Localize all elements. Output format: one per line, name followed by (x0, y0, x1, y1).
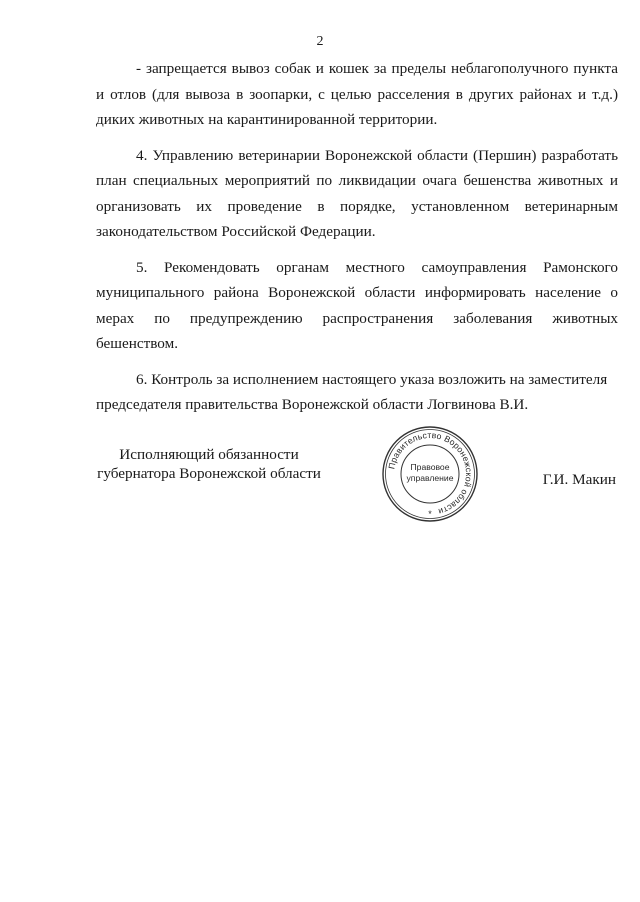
seal-ring-text: Правительство Воронежской области (386, 429, 475, 517)
seal-center-line-2: управление (406, 473, 454, 483)
signatory-title-line-2: губернатора Воронежской области (97, 465, 321, 482)
official-seal (380, 424, 480, 524)
signatory-title (84, 445, 334, 483)
seal-center-line-1: Правовое (410, 462, 450, 472)
paragraph-item-4: 4. Управлению ветеринарии Воронежской области (Першин) разработать план специальных мероприятий по ликвидации очага бешенства животных и организовать их проведение в порядке, установленном ветеринарным законодательством Российской Федерации. (96, 146, 618, 240)
signatory-title-line-1: Исполняющий обязанности (119, 446, 299, 463)
paragraph-restriction: - запрещается вывоз собак и кошек за пределы неблагополучного пункта и отлов (для вывоза в зоопарки, с целью расселения в других районах и т.д.) диких животных на карантинированной территории. (96, 60, 618, 128)
signatory-name: Г.И. Макин (542, 471, 616, 488)
page-number: 2 (316, 34, 324, 49)
seal-graphic (380, 424, 480, 524)
paragraph-item-6: 6. Контроль за исполнением настоящего указа возложить на заместителя председателя правительства Воронежской области Логвинова В.И. (96, 370, 608, 413)
paragraph-item-5: 5. Рекомендовать органам местного самоуправления Рамонского муниципального района Воронежской области информировать население о мерах по предупреждению распространения заболевания животных бешенством. (96, 258, 618, 352)
decree-body (96, 56, 618, 428)
seal-star-icon: * (428, 509, 432, 519)
